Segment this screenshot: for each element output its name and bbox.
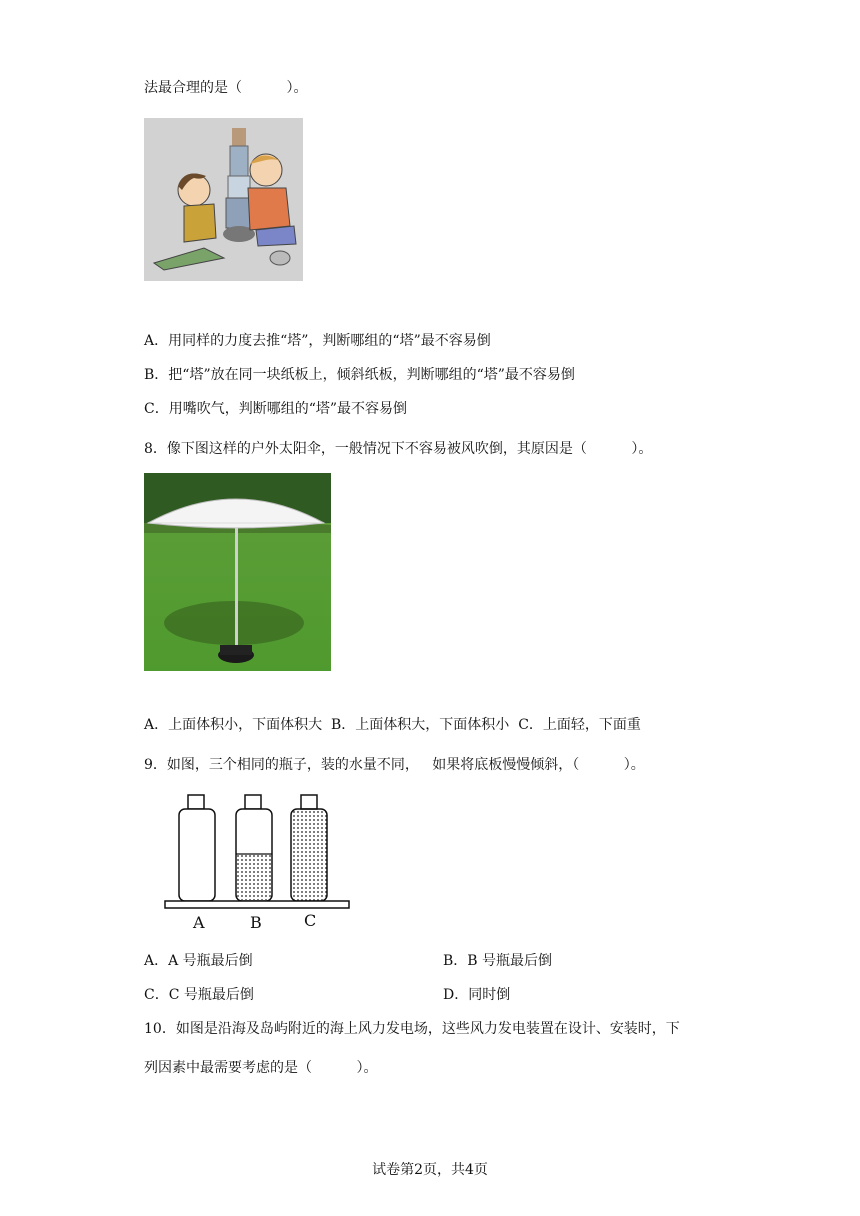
tower-building-illustration [144,118,303,281]
q9-stem: 9．如图，三个相同的瓶子，装的水量不同， 如果将底板慢慢倾斜，（ ）。 [144,757,645,773]
q10-stem-line2: 列因素中最需要考虑的是（ ）。 [144,1060,378,1076]
bottle-label-c: C [304,911,317,930]
q10-stem-line1: 10．如图是沿海及岛屿附近的海上风力发电场，这些风力发电装置在设计、安装时，下 [144,1021,680,1037]
q7-stem: 法最合理的是（ ）。 [144,80,308,96]
bottle-label-a: A [193,913,205,930]
page-footer: 试卷第2页，共4页 [372,1162,488,1178]
q8-options: A．上面体积小，下面体积大 B．上面体积大，下面体积小 C．上面轻，下面重 [144,717,641,733]
q7-option-b: B．把“塔”放在同一块纸板上，倾斜纸板，判断哪组的“塔”最不容易倒 [144,367,575,383]
q9-option-c: C．C 号瓶最后倒 [144,987,254,1003]
q9-option-d: D．同时倒 [443,987,511,1003]
three-bottles-diagram [160,790,355,930]
q8-stem: 8．像下图这样的户外太阳伞，一般情况下不容易被风吹倒，其原因是（ ）。 [144,441,653,457]
q7-option-a: A．用同样的力度去推“塔”，判断哪组的“塔”最不容易倒 [144,333,491,349]
q9-option-b: B．B 号瓶最后倒 [443,953,553,969]
outdoor-umbrella-photo [144,473,331,671]
q9-option-a: A．A 号瓶最后倒 [144,953,253,969]
q7-option-c: C．用嘴吹气，判断哪组的“塔”最不容易倒 [144,401,408,417]
bottle-label-b: B [250,913,262,930]
